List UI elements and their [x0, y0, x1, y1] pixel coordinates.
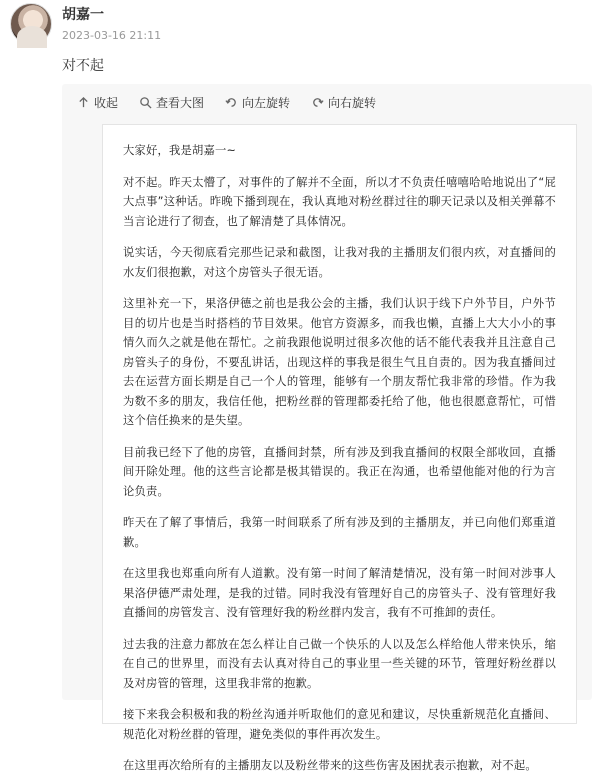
collapse-label: 收起 [94, 95, 119, 110]
avatar[interactable] [10, 3, 52, 45]
rotate-right-label: 向右旋转 [328, 95, 377, 110]
arrow-up-icon [76, 95, 90, 109]
doc-paragraph: 说实话，今天彻底看完那些记录和截图，让我对我的主播朋友们很内疚，对直播间的水友们很抱歉，对这个房管头子很无语。 [123, 246, 556, 279]
image-toolbar [62, 84, 592, 120]
collapse-button[interactable] [76, 94, 118, 111]
rotate-left-icon [224, 95, 238, 109]
doc-paragraph: 大家好，我是胡嘉一~ [123, 144, 237, 157]
rotate-right-button[interactable] [310, 94, 376, 111]
view-large-button[interactable] [138, 94, 204, 111]
view-large-label: 查看大图 [156, 95, 205, 110]
username[interactable]: 胡嘉一 [62, 7, 104, 23]
post-text: 对不起 [62, 58, 104, 74]
rotate-left-label: 向左旋转 [242, 95, 291, 110]
doc-paragraph: 这里补充一下，果洛伊德之前也是我公会的主播，我们认识于线下户外节目，户外节目的切片也是当时搭档的节目效果。他官方资源多，而我也懒，直播上大大小小的事情久而久之就是他在帮忙。之前我跟他说明过很多次他的话不能代表我并且注意自己房管头子的身份，不要乱讲话，出现这样的事我是很生气且自责的。因为我直播间过去在运营方面长期是自己一个人的管理，能够有一个朋友帮忙我非常的珍惜。作为我为数不多的朋友，我信任他，把粉丝群的管理都委托给了他，他也很愿意帮忙，可惜这个信任换来的是失望。 [123, 297, 556, 427]
doc-paragraph: 昨天在了解了事情后，我第一时间联系了所有涉及到的主播朋友，并已向他们郑重道歉。 [123, 516, 556, 549]
statement-document [102, 124, 577, 772]
doc-paragraph: 接下来我会积极和我的粉丝沟通并听取他们的意见和建议，尽快重新规范化直播间、规范化对粉丝群的管理，避免类似的事件再次发生。 [123, 708, 556, 741]
doc-paragraph: 过去我的注意力都放在怎么样让自己做一个快乐的人以及怎么样给他人带来快乐，缩在自己的世界里，而没有去认真对待自己的事业里一些关键的环节，管理好粉丝群以及对房管的管理，这里我非常的抱歉。 [123, 637, 556, 690]
post-timestamp[interactable]: 2023-03-16 21:11 [62, 29, 162, 42]
image-viewer [62, 84, 592, 772]
doc-paragraph: 在这里再次给所有的主播朋友以及粉丝带来的这些伤害及困扰表示抱歉，对不起。 [123, 759, 537, 772]
magnifier-icon [138, 95, 152, 109]
doc-paragraph: 目前我已经下了他的房管，直播间封禁，所有涉及到我直播间的权限全部收回，直播间开除处理。他的这些言论都是极其错误的。我正在沟通，也希望他能对他的行为言论负责。 [123, 445, 556, 498]
doc-paragraph: 对不起。昨天太懵了，对事件的了解并不全面，所以才不负责任嘻嘻哈哈地说出了“屁大点事”这种话。昨晚下播到现在，我认真地对粉丝群过往的聊天记录以及相关弹幕不当言论进行了彻查，也了解清楚了具体情况。 [123, 175, 556, 228]
rotate-left-button[interactable] [224, 94, 290, 111]
rotate-right-icon [310, 95, 324, 109]
doc-paragraph: 在这里我也郑重向所有人道歉。没有第一时间了解清楚情况，没有第一时间对涉事人果洛伊德严肃处理，是我的过错。同时我没有管理好自己的房管头子、没有管理好我直播间的房管发言、没有管理好我的粉丝群内发言，我有不可推卸的责任。 [123, 567, 556, 619]
